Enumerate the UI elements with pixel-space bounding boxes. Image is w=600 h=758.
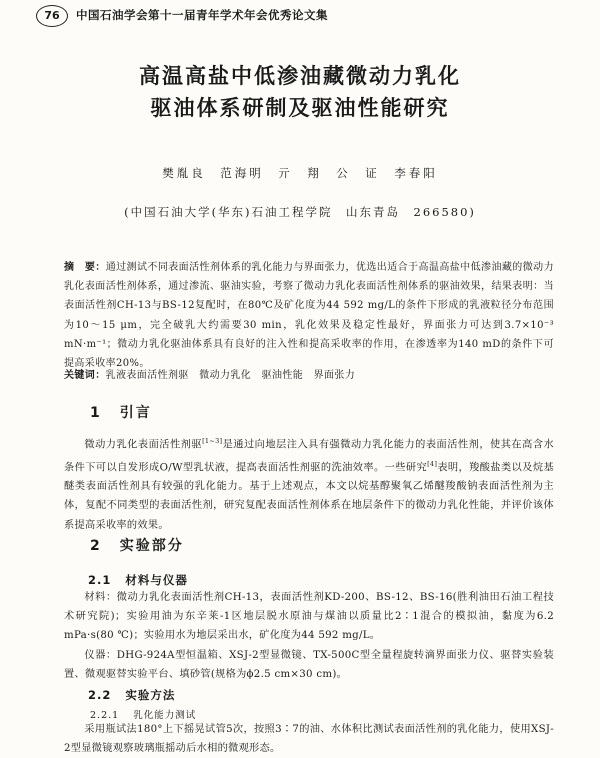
section-heading-introduction (90, 402, 152, 422)
keywords-text: 乳液表面活性剂驱 微动力乳化 驱油性能 界面张力 (105, 370, 356, 381)
subsubsection-heading-emulsification (90, 707, 196, 721)
abstract (64, 258, 554, 373)
section-title: 实验部分 (119, 538, 184, 554)
subsection-number: 2.2 (88, 688, 112, 702)
materials-paragraph: 材料：微动力乳化表面活性剂CH-13，表面活性剂KD-200、BS-12、BS-16(胜利油田石油工程技术研究院)；实验用油为东辛莱-1区地层脱水原油与煤油以质量比2∶1混合的模拟油，黏度为6.2 mPa·s(80 ℃)；实验用水为地层采出水，矿化度为44 592 mg/L。 (64, 592, 554, 642)
intro-text-c: 表明，羧酸盐类以及烷基醚类表面活性剂具有较强的乳化能力。基于上述观点，本文以烷基醇聚氧乙烯醚羧酸钠表面活性剂为主体，复配不同类型的表面活性剂，研究复配表面活性剂体系在地层条件下的微动力乳化性能，并评价该体系提高采收率的效果。 (64, 461, 554, 531)
subsection-number: 2.1 (88, 573, 112, 587)
subsection-title: 实验方法 (125, 688, 176, 702)
subsection-heading-materials (88, 572, 188, 588)
citation-4: [4] (427, 459, 438, 468)
subsection-title: 材料与仪器 (125, 573, 188, 587)
intro-text-b: 是通过向地层注入具有强微动力乳化能力的表面活性剂，使其在高含水条件下可以自发形成O/W型乳状液，提高表面活性剂驱的洗油效率。一些研究 (64, 439, 554, 473)
keywords (64, 366, 554, 385)
instruments-paragraph: 仪器：DHG-924A型恒温箱、XSJ-2型显微镜、TX-500C型全量程旋转滴界面张力仪、驱替实验装置、微观驱替实验平台、填砂管(规格为ϕ2.5 cm×30 cm)。 (64, 650, 554, 681)
subsubsection-number: 2.2.1 (90, 710, 120, 721)
page-number: 76 (36, 5, 68, 27)
paper-title-line-1: 高温高盐中低渗油藏微动力乳化 (139, 64, 461, 88)
author-list: 樊胤良 范海明 亓 翔 公 证 李春阳 (162, 166, 438, 180)
affiliation: (中国石油大学(华东)石油工程学院 山东青岛 266580) (124, 205, 476, 219)
subsubsection-title: 乳化能力测试 (133, 710, 197, 721)
section-number: 1 (90, 405, 102, 421)
citation-1-3: [1~3] (202, 437, 223, 445)
section-title: 引言 (119, 405, 152, 421)
keywords-label: 关键词： (64, 370, 106, 381)
subsection-heading-methods (88, 687, 175, 703)
introduction-paragraph (64, 432, 554, 535)
section-number: 2 (90, 538, 102, 554)
intro-text-a: 微动力乳化表面活性剂驱 (84, 439, 203, 451)
abstract-text: 通过测试不同表面活性剂体系的乳化能力与界面张力，优选出适合于高温高盐中低渗油藏的微动力乳化表面活性剂体系，通过渗流、驱油实验，考察了微动力乳化表面活性剂体系的驱油效果，结果表明：当表面活性剂CH-13与BS-12复配时，在80℃及矿化度为44 592 mg/L的条件下形成的乳液粒径分布范围为10～15 μm，完全破乳大约需要30 min，乳化效果及稳定性最好，界面张力可达到3.7×10⁻³ mN·m⁻¹；微动力乳化驱油体系具有良好的注入性和提高采收率的作用，在渗透率为140 mD的条件下可提高采收率20%。 (64, 262, 554, 370)
running-title: 中国石油学会第十一届青年学术年会优秀论文集 (76, 8, 328, 22)
paper-title-line-2: 驱油体系研制及驱油性能研究 (150, 96, 450, 120)
section-heading-experimental (90, 535, 184, 555)
page-header (36, 5, 556, 27)
emulsification-method-paragraph: 采用瓶试法180°上下摇晃试管5次，按照3∶7的油、水体积比测试表面活性剂的乳化能力，使用XSJ-2型显微镜观察玻璃瓶摇动后水相的微观形态。 (64, 724, 554, 755)
abstract-label: 摘 要： (64, 262, 106, 273)
